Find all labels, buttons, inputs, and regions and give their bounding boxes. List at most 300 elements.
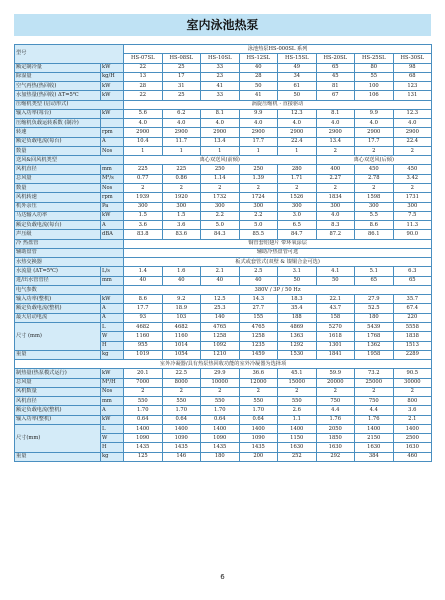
row-value: 3.6 [393, 406, 432, 415]
row-value: 2.27 [316, 174, 355, 183]
row-value: 2.1 [393, 415, 432, 424]
row-value: 4765 [239, 322, 278, 331]
table-row [15, 174, 432, 183]
row-value: 13.4 [316, 137, 355, 146]
row-unit: kg [101, 350, 124, 359]
row-value: 50 [316, 276, 355, 285]
table-row [15, 295, 432, 304]
row-label: 机外余压 [15, 202, 101, 211]
row-unit: kW [101, 369, 124, 378]
row-value: 83.8 [124, 230, 163, 239]
row-value: 5558 [393, 322, 432, 331]
row-value: 106 [355, 91, 394, 100]
row-label: 额定制冷量 [15, 63, 101, 72]
row-value: 1054 [162, 350, 201, 359]
row-value: 0.77 [124, 174, 163, 183]
row-value: 22.5 [162, 369, 201, 378]
row-value: 34 [278, 72, 317, 81]
row-span-value: 涡旋压缩机 · 直接驱动 [124, 100, 432, 109]
table-row [15, 165, 432, 174]
row-value: 550 [278, 397, 317, 406]
row-label: 除湿量 [15, 72, 101, 81]
row-value: 123 [393, 82, 432, 91]
row-unit: kW [101, 295, 124, 304]
row-value: 41 [239, 91, 278, 100]
row-value: 2 [162, 183, 201, 192]
row-value: 9.9 [355, 109, 394, 118]
table-row [15, 109, 432, 118]
row-value: 400 [316, 165, 355, 174]
row-value: 1258 [239, 332, 278, 341]
row-value: 1.76 [316, 415, 355, 424]
model-name: HS-08SL [162, 54, 201, 63]
row-value: 20000 [316, 378, 355, 387]
row-value: 29.9 [201, 369, 240, 378]
row-value: 100 [355, 82, 394, 91]
row-value: 0.64 [162, 415, 201, 424]
row-value: 1.5 [162, 211, 201, 220]
row-value: 1731 [393, 193, 432, 202]
row-value: 40 [201, 276, 240, 285]
row-value: 1292 [278, 341, 317, 350]
row-label: 马达输入功率 [15, 211, 101, 220]
row-value: 280 [278, 165, 317, 174]
row-value: 300 [239, 202, 278, 211]
row-value: 300 [393, 202, 432, 211]
row-value: 1400 [124, 424, 163, 433]
row-value: 50 [278, 91, 317, 100]
row-value: 2 [124, 387, 163, 396]
row-value: 1530 [278, 350, 317, 359]
section-row [15, 360, 432, 369]
row-value: 1400 [355, 424, 394, 433]
row-value: 27.7 [239, 304, 278, 313]
row-value: 2900 [316, 128, 355, 137]
row-label: 风机转速 [15, 193, 101, 202]
row-unit: rpm [101, 193, 124, 202]
row-value: 3.6 [124, 221, 163, 230]
row-value: 1841 [316, 350, 355, 359]
row-value: 1400 [162, 424, 201, 433]
row-value: 4.4 [316, 406, 355, 415]
row-value: 4.0 [278, 119, 317, 128]
row-value: 3.6 [162, 221, 201, 230]
model-name: HS-12SL [239, 54, 278, 63]
row-value: 1 [162, 146, 201, 155]
row-value: 2.5 [239, 267, 278, 276]
row-value: 40 [239, 276, 278, 285]
row-unit: kW [101, 211, 124, 220]
row-value: 10.4 [124, 137, 163, 146]
row-value: 384 [355, 452, 394, 461]
row-value: 4.0 [316, 211, 355, 220]
row-value: 1920 [162, 193, 201, 202]
row-value: 49 [278, 63, 317, 72]
row-unit: rpm [101, 128, 124, 137]
row-value: 2289 [393, 350, 432, 359]
row-value: 1.6 [162, 267, 201, 276]
row-value: 1014 [162, 341, 201, 350]
row-label: 尺寸(mm) [15, 424, 101, 452]
row-value: 300 [201, 202, 240, 211]
row-value: 22.1 [316, 295, 355, 304]
row-value: 1019 [124, 350, 163, 359]
row-value: 43.7 [316, 304, 355, 313]
table-row [15, 369, 432, 378]
row-value: 18.9 [162, 304, 201, 313]
row-unit: kW [101, 91, 124, 100]
row-value: 550 [239, 397, 278, 406]
row-value: 2 [124, 183, 163, 192]
row-unit: kg/H [101, 72, 124, 81]
row-value: 1850 [316, 434, 355, 443]
row-value: 73.2 [355, 369, 394, 378]
row-value: 86.1 [355, 230, 394, 239]
table-row [15, 119, 432, 128]
row-value: 1838 [393, 332, 432, 341]
row-value: 300 [316, 202, 355, 211]
row-span-value: 铜管套铝翅片 带环氧涂层 [124, 239, 432, 248]
model-name: HS-20SL [316, 54, 355, 63]
row-value: 1724 [239, 193, 278, 202]
row-unit: kW [101, 82, 124, 91]
row-value: 140 [201, 313, 240, 322]
row-value: 14.3 [239, 295, 278, 304]
row-value: 67.4 [393, 304, 432, 313]
row-value: 22.4 [278, 137, 317, 146]
row-value: 35.7 [393, 295, 432, 304]
row-label: 声压级 [15, 230, 101, 239]
row-value: 4765 [201, 322, 240, 331]
row-label: 总风量 [15, 174, 101, 183]
row-label: 制热量(热泵模式运行) [15, 369, 101, 378]
table-row [15, 452, 432, 461]
table-row [15, 100, 432, 109]
row-value: 3.42 [393, 174, 432, 183]
row-value: 1090 [239, 434, 278, 443]
row-value: 1435 [124, 443, 163, 452]
table-row [15, 72, 432, 81]
row-value: 2 [239, 183, 278, 192]
row-unit: H [101, 341, 124, 350]
row-value: 220 [393, 313, 432, 322]
row-value: 2 [201, 183, 240, 192]
row-value: 1362 [355, 341, 394, 350]
row-value: 17 [162, 72, 201, 81]
row-unit: kW [101, 109, 124, 118]
row-value: 8.6 [124, 295, 163, 304]
row-value: 2 [316, 146, 355, 155]
row-unit: M³/H [101, 378, 124, 387]
row-value: 1.70 [162, 406, 201, 415]
table-row [15, 230, 432, 239]
page-number: 6 [220, 573, 225, 581]
model-name: HS-25SL [355, 54, 394, 63]
row-value: 5.1 [355, 267, 394, 276]
row-label: 最大启动电流 [15, 313, 101, 322]
row-value: 550 [162, 397, 201, 406]
row-value: 1435 [201, 443, 240, 452]
row-value: 188 [278, 313, 317, 322]
row-value: 0.64 [201, 415, 240, 424]
row-label: 额定负载电流(每台) [15, 221, 101, 230]
row-value: 7000 [124, 378, 163, 387]
row-value: 12000 [239, 378, 278, 387]
row-value: 50 [278, 276, 317, 285]
row-value: 4.0 [316, 119, 355, 128]
row-value: 18.3 [278, 295, 317, 304]
table-row [15, 415, 432, 424]
row-value: 1834 [316, 193, 355, 202]
row-value: 292 [316, 452, 355, 461]
row-label: 输入功率(整机) [15, 415, 101, 424]
row-label: 水热交换器 [15, 258, 124, 267]
row-value: 2.1 [201, 267, 240, 276]
row-value: 33 [201, 63, 240, 72]
row-value: 2900 [201, 128, 240, 137]
row-label: 辅助盘管 [15, 248, 124, 257]
table-row [15, 378, 432, 387]
row-value: 125 [124, 452, 163, 461]
row-label: 压缩机类型 (启动形式) [15, 100, 124, 109]
row-value: 4.0 [239, 119, 278, 128]
row-value: 1400 [278, 424, 317, 433]
row-value: 2900 [393, 128, 432, 137]
row-value: 1160 [162, 332, 201, 341]
row-value: 1400 [239, 424, 278, 433]
table-row [15, 202, 432, 211]
table-row [15, 285, 432, 294]
row-value: 25000 [355, 378, 394, 387]
row-unit: mm [101, 397, 124, 406]
table-row [15, 248, 432, 257]
row-value: 1630 [316, 443, 355, 452]
row-label: 输入功率(每台) [15, 109, 101, 118]
row-value: 22 [124, 91, 163, 100]
row-value: 450 [393, 165, 432, 174]
row-value: 1363 [278, 332, 317, 341]
row-value: 4.0 [201, 119, 240, 128]
row-value: 11.3 [393, 221, 432, 230]
model-header-label: 型号 [15, 45, 124, 64]
row-unit: W [101, 332, 124, 341]
row-label: 风机直径 [15, 397, 101, 406]
row-value: 80 [355, 63, 394, 72]
row-value: 1.4 [124, 267, 163, 276]
row-value: 35.4 [278, 304, 317, 313]
row-value: 28 [124, 82, 163, 91]
row-value: 1630 [278, 443, 317, 452]
row-label: 数量 [15, 183, 101, 192]
table-row [15, 267, 432, 276]
row-unit: kW [101, 63, 124, 72]
table-row [15, 239, 432, 248]
row-value: 25.3 [201, 304, 240, 313]
row-value: 17.7 [239, 137, 278, 146]
row-value: 50 [239, 82, 278, 91]
table-row [15, 387, 432, 396]
row-value: 1958 [355, 350, 394, 359]
row-value: 6.2 [162, 109, 201, 118]
row-value: 3.1 [278, 267, 317, 276]
row-value: 2 [393, 146, 432, 155]
row-value: 13 [124, 72, 163, 81]
row-value: 65 [355, 276, 394, 285]
row-label: 水流量 (ΔT=5℃) [15, 267, 101, 276]
row-value: 2.6 [278, 406, 317, 415]
row-label: 输入功率(整机) [15, 295, 101, 304]
row-value: 1150 [278, 434, 317, 443]
section-heading: 室外冷凝器/具有热泵热回收功能的室外冷凝器为选择项 [15, 360, 432, 369]
row-value: 1630 [355, 443, 394, 452]
row-value: 4.1 [316, 267, 355, 276]
row-value: 300 [124, 202, 163, 211]
row-value: 180 [201, 452, 240, 461]
row-value: 36.6 [239, 369, 278, 378]
table-row [15, 63, 432, 72]
row-value: 1301 [316, 341, 355, 350]
table-row [15, 424, 432, 433]
row-value: 68 [393, 72, 432, 81]
row-value: 2900 [355, 128, 394, 137]
table-row [15, 146, 432, 155]
row-value: 12.3 [393, 109, 432, 118]
model-name: HS-15SL [278, 54, 317, 63]
row-value: 59.9 [316, 369, 355, 378]
row-value: 84.3 [201, 230, 240, 239]
row-value: 450 [355, 165, 394, 174]
row-value: 0.64 [124, 415, 163, 424]
row-value: 1 [239, 146, 278, 155]
spec-table [14, 44, 432, 462]
row-value: 98 [393, 63, 432, 72]
row-label: 总风量 [15, 378, 101, 387]
row-value: 8.3 [316, 221, 355, 230]
row-span-value: 380V / 3P / 50 Hz [124, 285, 432, 294]
row-value: 2050 [316, 424, 355, 433]
row-value: 17.7 [355, 137, 394, 146]
row-label: 数量 [15, 146, 101, 155]
row-value: 750 [316, 397, 355, 406]
row-value: 12.5 [201, 295, 240, 304]
row-label: 电气参数 [15, 285, 124, 294]
row-unit: A [101, 406, 124, 415]
row-value: 1400 [201, 424, 240, 433]
row-value: 85.5 [239, 230, 278, 239]
row-value: 1400 [393, 424, 432, 433]
series-header: 泳池热泵HS-000SL 系列 [124, 45, 432, 54]
table-row [15, 82, 432, 91]
row-label: 送风&回风机类型 [15, 156, 124, 165]
row-value: 8.1 [201, 109, 240, 118]
table-row [15, 221, 432, 230]
row-value: 1.70 [201, 406, 240, 415]
row-value: 2 [316, 387, 355, 396]
row-value: 90.0 [393, 230, 432, 239]
row-label: 空气再热(热回收) [15, 82, 101, 91]
table-row [15, 193, 432, 202]
row-value: 1.1 [278, 415, 317, 424]
row-unit: mm [101, 165, 124, 174]
row-unit: L [101, 424, 124, 433]
row-value: 33 [201, 91, 240, 100]
row-value: 146 [162, 452, 201, 461]
row-unit: Nos [101, 146, 124, 155]
row-value: 4682 [162, 322, 201, 331]
row-value: 30000 [393, 378, 432, 387]
row-value: 2 [278, 183, 317, 192]
row-value: 10000 [201, 378, 240, 387]
row-value: 180 [355, 313, 394, 322]
row-label: 尺寸 (mm) [15, 322, 101, 350]
row-value: 1 [278, 146, 317, 155]
row-value: 2900 [239, 128, 278, 137]
row-value: 8000 [162, 378, 201, 387]
row-value: 2.2 [201, 211, 240, 220]
table-row [15, 258, 432, 267]
row-value: 2 [162, 387, 201, 396]
row-label: 额定负载电流(整机) [15, 406, 101, 415]
row-unit: L [101, 322, 124, 331]
row-value: 90.5 [393, 369, 432, 378]
row-value: 1526 [278, 193, 317, 202]
row-value: 225 [162, 165, 201, 174]
row-unit: kg [101, 452, 124, 461]
row-value: 158 [316, 313, 355, 322]
row-value: 4.0 [162, 119, 201, 128]
row-label: 额定负载电流(每台) [15, 137, 101, 146]
row-unit: A [101, 137, 124, 146]
row-value: 1939 [124, 193, 163, 202]
page-title: 室内泳池热泵 [14, 14, 431, 36]
table-row [15, 322, 432, 331]
row-value: 9.2 [162, 295, 201, 304]
row-value: 5270 [316, 322, 355, 331]
row-span-value: 板式或套管式(双壁 & 镍铜合金可选) [124, 258, 432, 267]
row-value: 200 [239, 452, 278, 461]
row-value: 67 [316, 91, 355, 100]
table-row [15, 397, 432, 406]
row-label: 压缩机负载运转系数 (制冷) [15, 119, 101, 128]
table-row [15, 156, 432, 165]
row-value: 252 [278, 452, 317, 461]
row-value: 65 [316, 63, 355, 72]
row-value: 550 [201, 397, 240, 406]
table-row [15, 137, 432, 146]
row-value: 4.0 [355, 119, 394, 128]
row-value: 4682 [124, 322, 163, 331]
row-value: 11.7 [162, 137, 201, 146]
row-value: 27.9 [355, 295, 394, 304]
table-row [15, 304, 432, 313]
row-value: 1598 [355, 193, 394, 202]
row-value: 2 [316, 183, 355, 192]
table-row [15, 350, 432, 359]
row-value: 6.5 [278, 221, 317, 230]
row-label: 转速 [15, 128, 101, 137]
row-value: 81 [316, 82, 355, 91]
row-value: 12.3 [278, 109, 317, 118]
table-row [15, 406, 432, 415]
row-value: 2 [393, 387, 432, 396]
row-value: 1090 [201, 434, 240, 443]
row-value: 2 [239, 387, 278, 396]
row-value: 250 [239, 165, 278, 174]
row-value: 5.6 [124, 109, 163, 118]
row-label: 进/出水管管径 [15, 276, 101, 285]
row-value: 55 [355, 72, 394, 81]
row-value: 2500 [393, 434, 432, 443]
